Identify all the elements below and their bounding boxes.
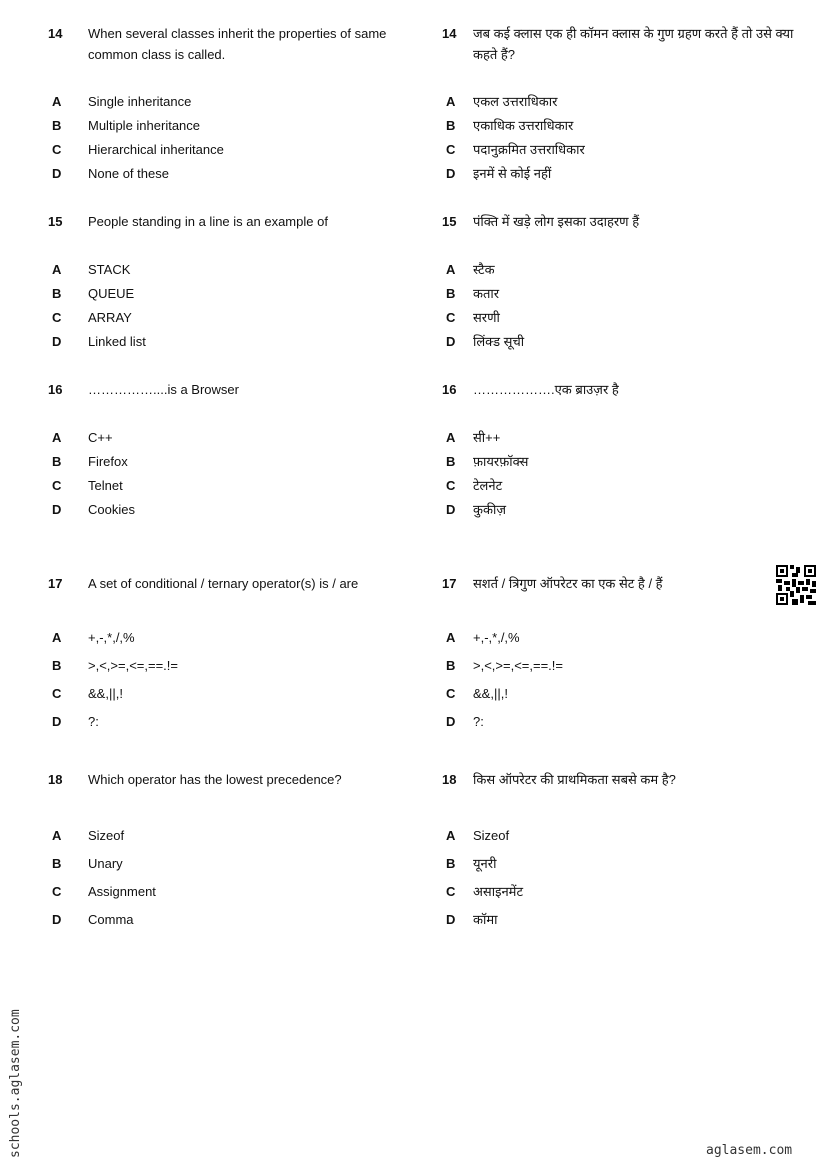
option-text: Sizeof bbox=[473, 828, 510, 843]
option-text: Firefox bbox=[88, 454, 128, 469]
option-letter: A bbox=[52, 430, 62, 445]
option-letter: B bbox=[52, 118, 62, 133]
option-text: असाइनमेंट bbox=[473, 884, 524, 899]
option-text: None of these bbox=[88, 166, 169, 181]
qr-code bbox=[776, 565, 816, 605]
option-letter: D bbox=[446, 912, 456, 927]
option-letter: C bbox=[446, 142, 456, 157]
option-letter: C bbox=[52, 686, 62, 701]
option-letter: A bbox=[446, 630, 456, 645]
question-number: 17 bbox=[442, 576, 457, 591]
option-letter: A bbox=[52, 262, 62, 277]
option-text: +,-,*,/,% bbox=[473, 630, 520, 645]
question-number: 15 bbox=[48, 214, 63, 229]
option-letter: D bbox=[52, 502, 62, 517]
option-letter: D bbox=[446, 502, 456, 517]
watermark-text: schools.aglasem.com bbox=[8, 1009, 23, 1158]
option-text: C++ bbox=[88, 430, 113, 445]
footer-text: aglasem.com bbox=[706, 1143, 793, 1158]
option-text: फ़ायरफ़ॉक्स bbox=[473, 454, 529, 469]
question-number: 18 bbox=[48, 772, 63, 787]
option-text: स्टैक bbox=[473, 262, 495, 277]
option-letter: C bbox=[52, 142, 62, 157]
option-text: Telnet bbox=[88, 478, 123, 493]
option-text: Sizeof bbox=[88, 828, 125, 843]
question-text: सशर्त / त्रिगुण ऑपरेटर का एक सेट है / हैं bbox=[473, 576, 663, 591]
question-number: 16 bbox=[442, 382, 457, 397]
option-text: कतार bbox=[473, 286, 500, 301]
option-letter: C bbox=[52, 884, 62, 899]
option-text: एकल उत्तराधिकार bbox=[473, 94, 558, 109]
option-text: QUEUE bbox=[88, 286, 135, 301]
question-number: 14 bbox=[48, 26, 63, 41]
option-letter: A bbox=[446, 430, 456, 445]
option-letter: B bbox=[52, 856, 62, 871]
option-text: &&,||,! bbox=[473, 686, 508, 701]
question-number: 15 bbox=[442, 214, 457, 229]
option-letter: B bbox=[446, 454, 456, 469]
question-number: 14 bbox=[442, 26, 457, 41]
option-text: Single inheritance bbox=[88, 94, 192, 109]
option-letter: C bbox=[52, 478, 62, 493]
option-text: कॉमा bbox=[473, 912, 498, 927]
option-text: यूनरी bbox=[473, 856, 497, 871]
option-letter: B bbox=[446, 856, 456, 871]
option-letter: D bbox=[446, 334, 456, 349]
option-letter: A bbox=[52, 828, 62, 843]
option-text: इनमें से कोई नहीं bbox=[473, 166, 552, 181]
option-text: ARRAY bbox=[88, 310, 132, 325]
question-number: 17 bbox=[48, 576, 63, 591]
option-text: +,-,*,/,% bbox=[88, 630, 135, 645]
option-text: Comma bbox=[88, 912, 134, 927]
option-text: Hierarchical inheritance bbox=[88, 142, 224, 157]
question-text: People standing in a line is an example of bbox=[88, 214, 328, 229]
option-letter: B bbox=[446, 658, 456, 673]
option-text: सी++ bbox=[473, 430, 501, 445]
option-letter: B bbox=[52, 286, 62, 301]
option-letter: B bbox=[446, 118, 456, 133]
option-text: Linked list bbox=[88, 334, 146, 349]
question-text: ……………….एक ब्राउज़र है bbox=[473, 382, 619, 397]
question-text: A set of conditional / ternary operator(s) is / are bbox=[88, 576, 359, 591]
question-text: पंक्ति में खड़े लोग इसका उदाहरण हैं bbox=[473, 214, 640, 229]
option-letter: B bbox=[446, 286, 456, 301]
option-letter: D bbox=[52, 912, 62, 927]
option-text: Unary bbox=[88, 856, 123, 871]
option-text: पदानुक्रमित उत्तराधिकार bbox=[473, 142, 585, 157]
question-text: ……………....is a Browser bbox=[88, 382, 239, 397]
question-number: 16 bbox=[48, 382, 63, 397]
option-letter: D bbox=[52, 166, 62, 181]
option-letter: A bbox=[446, 828, 456, 843]
option-letter: C bbox=[446, 686, 456, 701]
question-text: जब कई क्लास एक ही कॉमन क्लास के गुण ग्रहण करते हैं तो उसे क्या कहते हैं? bbox=[473, 26, 794, 62]
option-letter: C bbox=[446, 310, 456, 325]
option-text: लिंक्ड सूची bbox=[473, 334, 525, 349]
option-letter: A bbox=[52, 94, 62, 109]
option-text: &&,||,! bbox=[88, 686, 123, 701]
option-letter: D bbox=[446, 714, 456, 729]
question-number: 18 bbox=[442, 772, 457, 787]
option-text: एकाधिक उत्तराधिकार bbox=[473, 118, 574, 133]
option-letter: C bbox=[446, 884, 456, 899]
option-letter: C bbox=[52, 310, 62, 325]
question-text: When several classes inherit the properties of same common class is called. bbox=[88, 26, 387, 62]
option-letter: C bbox=[446, 478, 456, 493]
option-text: ?: bbox=[473, 714, 484, 729]
option-letter: A bbox=[446, 262, 456, 277]
question-text: किस ऑपरेटर की प्राथमिकता सबसे कम है? bbox=[473, 772, 676, 787]
option-text: >,<,>=,<=,==.!= bbox=[473, 658, 563, 673]
option-text: ?: bbox=[88, 714, 99, 729]
option-text: >,<,>=,<=,==.!= bbox=[88, 658, 178, 673]
option-letter: B bbox=[52, 454, 62, 469]
question-text: Which operator has the lowest precedence? bbox=[88, 772, 342, 787]
option-text: सरणी bbox=[473, 310, 500, 325]
option-text: Assignment bbox=[88, 884, 156, 899]
option-letter: D bbox=[52, 334, 62, 349]
option-text: टेलनेट bbox=[473, 478, 503, 493]
option-letter: A bbox=[52, 630, 62, 645]
option-text: कुकीज़ bbox=[473, 502, 506, 517]
option-text: Cookies bbox=[88, 502, 135, 517]
option-letter: D bbox=[52, 714, 62, 729]
option-text: STACK bbox=[88, 262, 131, 277]
option-letter: D bbox=[446, 166, 456, 181]
option-letter: A bbox=[446, 94, 456, 109]
option-letter: B bbox=[52, 658, 62, 673]
option-text: Multiple inheritance bbox=[88, 118, 201, 133]
